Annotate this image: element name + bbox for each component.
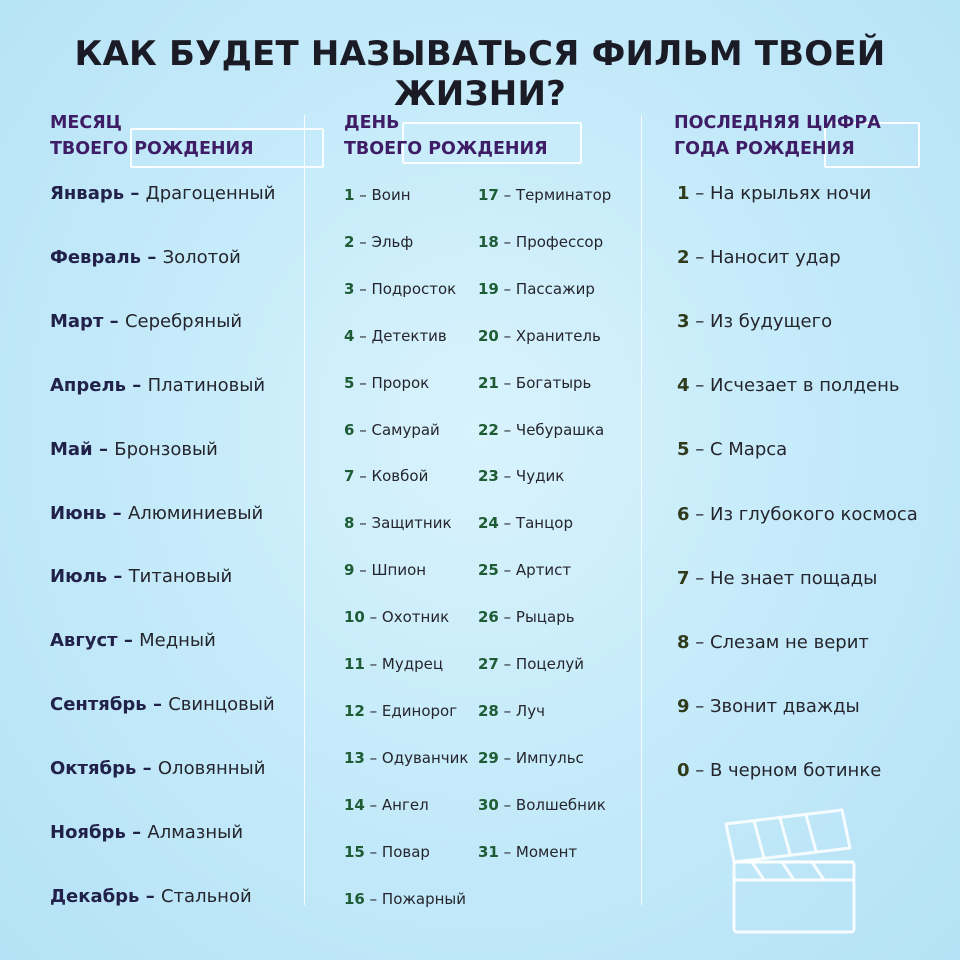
- day-row: [344, 327, 447, 345]
- day-word: – Богатырь: [498, 373, 592, 392]
- separator: –: [124, 183, 146, 204]
- separator: –: [139, 885, 161, 907]
- digit-row: [677, 568, 877, 589]
- day-word: – Самурай: [354, 420, 440, 439]
- month-name: Декабрь: [50, 885, 140, 907]
- month-row: [50, 183, 275, 204]
- day-word: – Хранитель: [498, 326, 601, 345]
- day-number: 16: [344, 889, 365, 908]
- day-number: 13: [344, 748, 365, 767]
- day-row: [344, 421, 440, 439]
- day-word: – Мудрец: [364, 655, 444, 673]
- day-row: [478, 561, 571, 579]
- digit-phrase: – Звонит дважды: [689, 695, 860, 717]
- digit-number: 4: [677, 375, 690, 397]
- day-number: 20: [478, 326, 499, 345]
- day-word: – Профессор: [498, 232, 604, 251]
- month-row: [50, 311, 242, 332]
- month-word: Платиновый: [147, 374, 266, 396]
- digit-row: [677, 760, 881, 781]
- digit-row: [677, 183, 871, 204]
- day-row: [344, 561, 426, 579]
- month-word: Свинцовый: [168, 694, 275, 716]
- day-row: [344, 467, 428, 485]
- day-word: – Танцор: [498, 514, 573, 533]
- day-word: – Охотник: [364, 608, 450, 627]
- day-word: – Подросток: [354, 279, 457, 298]
- column-divider: [304, 115, 305, 905]
- month-name: Март: [50, 310, 104, 332]
- digit-phrase: – Слезам не верит: [689, 631, 869, 653]
- day-row: [344, 843, 430, 861]
- day-number: 15: [344, 842, 365, 861]
- month-name: Ноябрь: [50, 822, 126, 843]
- digit-phrase: – Исчезает в полдень: [689, 375, 900, 397]
- page-title: КАК БУДЕТ НАЗЫВАТЬСЯ ФИЛЬМ ТВОЕЙ ЖИЗНИ?: [74, 34, 886, 114]
- day-row: [344, 374, 429, 392]
- day-number: 5: [344, 373, 355, 392]
- month-word: Бронзовый: [114, 438, 218, 460]
- month-word: Драгоценный: [145, 183, 276, 204]
- day-number: 25: [478, 561, 499, 580]
- month-word: Оловянный: [157, 758, 266, 780]
- day-number: 7: [344, 467, 355, 486]
- month-word: Серебряный: [124, 310, 243, 332]
- digit-phrase: – Наносит удар: [689, 247, 841, 269]
- day-row: [478, 280, 595, 298]
- day-word: – Эльф: [354, 232, 414, 251]
- day-row: [344, 514, 452, 532]
- day-number: 14: [344, 795, 365, 814]
- column-divider: [641, 115, 642, 905]
- day-row: [478, 608, 575, 626]
- day-number: 31: [478, 842, 499, 861]
- month-row: [50, 694, 275, 715]
- day-row: [344, 749, 468, 767]
- day-number: 24: [478, 514, 499, 533]
- day-row: [344, 608, 449, 626]
- day-number: 1: [344, 186, 355, 204]
- digit-header-line-2: ГОДА РОЖДЕНИЯ: [674, 139, 855, 159]
- digit-row: [677, 375, 899, 396]
- day-row: [478, 374, 591, 392]
- month-word: Медный: [139, 630, 216, 652]
- day-number: 3: [344, 279, 355, 298]
- day-number: 10: [344, 608, 365, 627]
- day-word: – Воин: [354, 186, 411, 204]
- day-word: – Ковбой: [354, 467, 429, 486]
- separator: –: [117, 630, 140, 652]
- digit-phrase: – Из глубокого космоса: [689, 503, 918, 525]
- digit-number: 9: [677, 695, 690, 717]
- month-word: Стальной: [160, 885, 252, 907]
- day-row: [478, 702, 545, 720]
- day-row: [344, 186, 411, 204]
- day-word: – Чудик: [498, 467, 565, 486]
- day-row: [478, 655, 584, 673]
- day-row: [478, 796, 606, 814]
- day-word: – Луч: [498, 701, 545, 720]
- month-row: [50, 630, 216, 651]
- digit-number: 7: [677, 567, 690, 589]
- day-number: 26: [478, 608, 499, 627]
- month-row: [50, 822, 243, 843]
- day-number: 21: [478, 373, 499, 392]
- digit-column-header: [674, 110, 881, 162]
- digit-row: [677, 696, 860, 717]
- day-number: 22: [478, 420, 499, 439]
- day-word: – Пассажир: [498, 279, 595, 298]
- month-name: Октябрь: [50, 758, 137, 780]
- digit-phrase: – На крыльях ночи: [689, 183, 872, 204]
- digit-header-line-1: ПОСЛЕДНЯЯ ЦИФРА: [674, 113, 881, 133]
- digit-row: [677, 311, 832, 332]
- separator: –: [107, 566, 129, 588]
- digit-phrase: – Не знает пощады: [689, 567, 878, 589]
- day-row: [478, 233, 603, 251]
- day-word: – Терминатор: [498, 186, 612, 204]
- day-word: – Шпион: [354, 561, 427, 580]
- separator: –: [126, 374, 148, 396]
- day-header-line-2: ТВОЕГО РОЖДЕНИЯ: [344, 139, 548, 159]
- day-number: 18: [478, 232, 499, 251]
- month-row: [50, 758, 265, 779]
- day-header-line-1: ДЕНЬ: [344, 113, 400, 133]
- month-word: Золотой: [162, 246, 241, 268]
- day-row: [344, 280, 456, 298]
- digit-number: 2: [677, 247, 690, 269]
- day-word: – Единорог: [364, 701, 458, 720]
- digit-row: [677, 247, 841, 268]
- day-column-header: [344, 110, 548, 162]
- digit-number: 1: [677, 183, 690, 204]
- day-word: – Импульс: [498, 748, 584, 767]
- day-number: 12: [344, 701, 365, 720]
- day-number: 29: [478, 748, 499, 767]
- day-row: [344, 233, 413, 251]
- day-number: 11: [344, 655, 365, 673]
- clapperboard-icon: [722, 802, 862, 937]
- month-row: [50, 886, 252, 907]
- separator: –: [103, 310, 125, 332]
- month-row: [50, 439, 218, 460]
- month-column-header: [50, 110, 254, 162]
- digit-number: 6: [677, 503, 690, 525]
- day-word: – Чебурашка: [498, 420, 605, 439]
- month-name: Июль: [50, 566, 108, 588]
- day-word: – Рыцарь: [498, 608, 575, 627]
- digit-phrase: – Из будущего: [689, 311, 833, 333]
- month-name: Апрель: [50, 374, 127, 396]
- digit-phrase: – С Марса: [689, 439, 788, 461]
- day-row: [478, 186, 611, 204]
- day-word: – Пророк: [354, 373, 430, 392]
- month-name: Июнь: [50, 502, 107, 524]
- month-name: Сентябрь: [50, 694, 147, 716]
- month-name: Август: [50, 630, 118, 652]
- day-row: [478, 421, 604, 439]
- separator: –: [106, 502, 128, 524]
- day-row: [478, 467, 564, 485]
- day-number: 2: [344, 232, 355, 251]
- month-row: [50, 503, 263, 524]
- day-number: 30: [478, 795, 499, 814]
- day-number: 17: [478, 186, 499, 204]
- digit-row: [677, 504, 918, 525]
- month-word: Титановый: [128, 566, 233, 588]
- day-number: 4: [344, 326, 355, 345]
- month-row: [50, 247, 241, 268]
- digit-number: 3: [677, 311, 690, 333]
- day-number: 19: [478, 279, 499, 298]
- day-row: [478, 843, 577, 861]
- day-number: 27: [478, 655, 499, 673]
- digit-phrase: – В черном ботинке: [689, 759, 882, 781]
- day-word: – Поцелуй: [498, 655, 585, 673]
- day-number: 9: [344, 561, 355, 580]
- day-number: 8: [344, 514, 355, 533]
- day-word: – Детектив: [354, 326, 447, 345]
- digit-number: 5: [677, 439, 690, 461]
- day-row: [344, 655, 443, 673]
- day-row: [344, 702, 457, 720]
- day-word: – Повар: [364, 842, 430, 861]
- digit-row: [677, 439, 787, 460]
- month-word: Алмазный: [147, 822, 244, 843]
- digit-number: 8: [677, 631, 690, 653]
- day-word: – Защитник: [354, 514, 452, 533]
- day-number: 23: [478, 467, 499, 486]
- separator: –: [141, 246, 163, 268]
- day-row: [478, 514, 573, 532]
- day-word: – Одуванчик: [364, 748, 469, 767]
- day-row: [344, 890, 466, 908]
- digit-row: [677, 632, 869, 653]
- month-name: Май: [50, 438, 93, 460]
- day-word: – Ангел: [364, 795, 429, 814]
- day-word: – Волшебник: [498, 795, 606, 814]
- month-name: Январь: [50, 183, 125, 204]
- month-row: [50, 375, 265, 396]
- day-row: [478, 749, 584, 767]
- day-word: – Момент: [498, 842, 578, 861]
- month-row: [50, 566, 232, 587]
- separator: –: [92, 438, 115, 460]
- month-header-line-1: МЕСЯЦ: [50, 113, 122, 133]
- day-word: – Артист: [498, 561, 572, 580]
- separator: –: [146, 694, 169, 716]
- day-number: 28: [478, 701, 499, 720]
- day-row: [344, 796, 429, 814]
- separator: –: [125, 822, 148, 843]
- day-word: – Пожарный: [364, 889, 466, 908]
- month-name: Февраль: [50, 246, 142, 268]
- day-number: 6: [344, 420, 355, 439]
- month-header-line-2: ТВОЕГО РОЖДЕНИЯ: [50, 139, 254, 159]
- digit-number: 0: [677, 759, 690, 781]
- separator: –: [136, 758, 158, 780]
- month-word: Алюминиевый: [127, 502, 264, 524]
- day-row: [478, 327, 601, 345]
